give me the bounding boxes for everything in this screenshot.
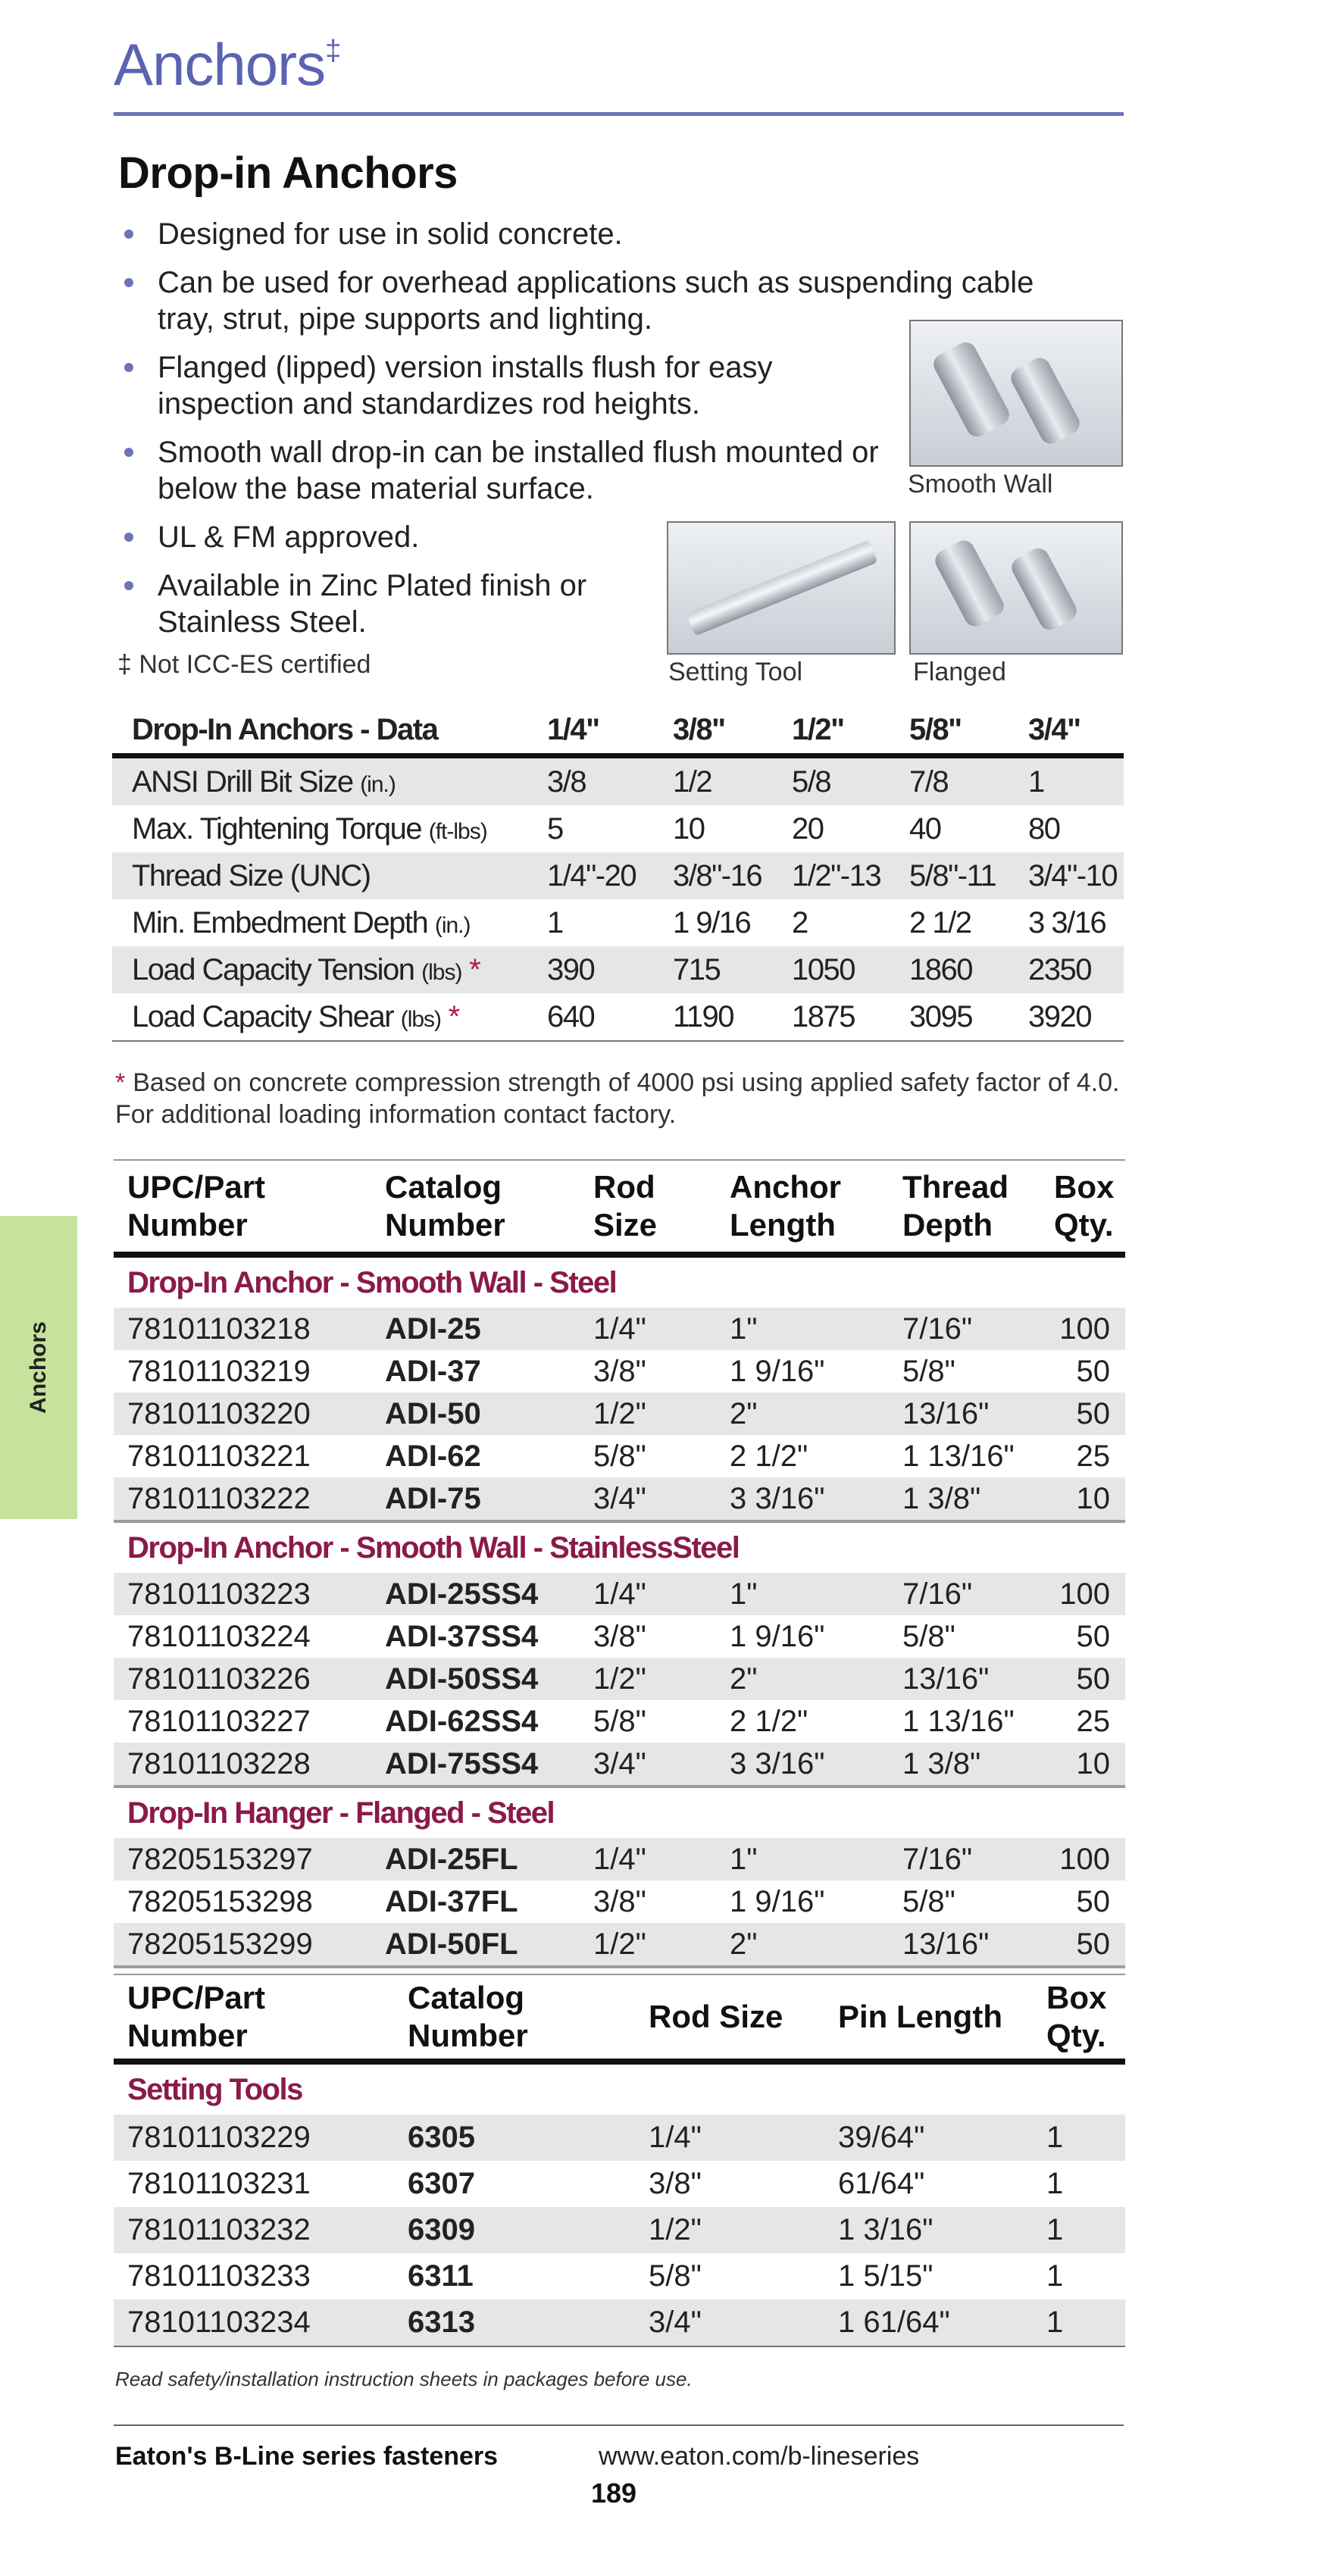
data-table-header bbox=[112, 706, 1124, 756]
thread-depth-cell: 1 3/8" bbox=[902, 1481, 981, 1515]
catalog-cell: ADI-75SS4 bbox=[385, 1746, 539, 1780]
size-header: 1/2" bbox=[792, 712, 844, 746]
box-qty-cell: 10 bbox=[1076, 1481, 1110, 1515]
column-header: Box Qty. bbox=[1033, 1974, 1125, 2062]
table-row bbox=[114, 1350, 1125, 1393]
data-cell: 2350 bbox=[1028, 952, 1091, 986]
setting-tool-image bbox=[686, 539, 877, 636]
box-qty-cell: 50 bbox=[1076, 1927, 1110, 1961]
row-label-text: Load Capacity Tension bbox=[132, 952, 414, 986]
thread-depth-cell: 7/16" bbox=[902, 1311, 973, 1346]
upc-cell: 78101103233 bbox=[127, 2259, 311, 2293]
box-qty-cell: 50 bbox=[1076, 1662, 1110, 1696]
upc-cell: 78101103224 bbox=[127, 1619, 311, 1653]
data-cell: 3/8 bbox=[547, 764, 586, 799]
rod-size-cell: 3/8" bbox=[649, 2167, 702, 2200]
data-cell: 2 bbox=[792, 905, 808, 939]
column-header: Pin Length bbox=[824, 1974, 1033, 2062]
catalog-cell: ADI-25 bbox=[385, 1311, 481, 1346]
section-title: Setting Tools bbox=[127, 2072, 302, 2106]
thread-depth-cell: 5/8" bbox=[902, 1884, 955, 1918]
upc-cell: 78101103232 bbox=[127, 2213, 311, 2246]
rod-size-cell: 3/8" bbox=[593, 1884, 646, 1918]
box-qty-cell: 100 bbox=[1059, 1842, 1110, 1876]
table-row bbox=[114, 1615, 1125, 1658]
feature-item: Designed for use in solid concrete. bbox=[121, 216, 1068, 252]
box-qty-cell: 50 bbox=[1076, 1619, 1110, 1653]
row-label bbox=[112, 899, 527, 946]
data-cell: 1050 bbox=[792, 952, 855, 986]
thread-depth-cell: 1 13/16" bbox=[902, 1704, 1015, 1738]
anchor-length-cell: 3 3/16" bbox=[730, 1746, 825, 1780]
thread-depth-cell: 13/16" bbox=[902, 1396, 990, 1430]
rod-size-cell: 3/4" bbox=[649, 2306, 702, 2339]
catalog-cell: 6309 bbox=[408, 2213, 475, 2246]
icc-note: ‡ Not ICC-ES certified bbox=[117, 650, 371, 679]
anchor-image bbox=[1008, 545, 1080, 633]
thread-depth-cell: 13/16" bbox=[902, 1927, 990, 1961]
rod-size-cell: 1/4" bbox=[649, 2121, 702, 2154]
upc-cell: 78101103220 bbox=[127, 1396, 311, 1430]
size-header: 1/4" bbox=[547, 712, 599, 746]
box-qty-cell: 10 bbox=[1076, 1746, 1110, 1780]
anchor-image bbox=[931, 537, 1007, 630]
upc-cell: 78205153299 bbox=[127, 1927, 313, 1961]
rod-size-cell: 3/8" bbox=[593, 1354, 646, 1388]
column-header: Box Qty. bbox=[1040, 1160, 1125, 1255]
thread-depth-cell: 7/16" bbox=[902, 1577, 973, 1611]
catalog-cell: ADI-25FL bbox=[385, 1842, 518, 1876]
box-qty-cell: 25 bbox=[1076, 1704, 1110, 1738]
footnote-star: * bbox=[115, 1068, 126, 1097]
row-label-text: Thread Size (UNC) bbox=[132, 858, 371, 893]
row-label-text: Max. Tightening Torque bbox=[132, 811, 422, 846]
table-row bbox=[114, 1477, 1125, 1521]
rod-size-cell: 1/2" bbox=[593, 1396, 646, 1430]
row-label-text: Min. Embedment Depth bbox=[132, 905, 428, 939]
data-cell: 715 bbox=[673, 952, 721, 986]
section-row bbox=[114, 1521, 1125, 1573]
box-qty-cell: 1 bbox=[1046, 2259, 1064, 2293]
feature-item: Available in Zinc Plated finish or Stainless Steel. bbox=[121, 567, 688, 640]
page-number: 189 bbox=[591, 2478, 637, 2509]
tools-table-header bbox=[114, 1974, 1125, 2062]
data-cell: 3/4"-10 bbox=[1028, 858, 1118, 893]
thread-depth-cell: 13/16" bbox=[902, 1662, 990, 1696]
section-row bbox=[114, 1787, 1125, 1838]
feature-item: UL & FM approved. bbox=[121, 519, 733, 555]
rod-size-cell: 1/2" bbox=[593, 1662, 646, 1696]
upc-cell: 78205153297 bbox=[127, 1842, 313, 1876]
table-row bbox=[114, 1573, 1125, 1615]
anchor-length-cell: 2 1/2" bbox=[730, 1704, 808, 1738]
catalog-cell: ADI-37 bbox=[385, 1354, 481, 1388]
catalog-cell: ADI-50 bbox=[385, 1396, 481, 1430]
anchor-length-cell: 2" bbox=[730, 1927, 758, 1961]
smooth-wall-caption: Smooth Wall bbox=[908, 470, 1053, 499]
rod-size-cell: 1/2" bbox=[649, 2213, 702, 2246]
catalog-cell: ADI-25SS4 bbox=[385, 1577, 539, 1611]
row-unit: (ft-lbs) bbox=[428, 818, 487, 844]
row-unit: (lbs) bbox=[421, 959, 462, 985]
title-rule bbox=[114, 112, 1124, 116]
row-label bbox=[112, 805, 527, 852]
catalog-cell: ADI-37FL bbox=[385, 1884, 518, 1918]
upc-cell: 78101103221 bbox=[127, 1439, 311, 1473]
anchor-length-cell: 2 1/2" bbox=[730, 1439, 808, 1473]
data-row bbox=[112, 805, 1124, 852]
size-header: 3/4" bbox=[1028, 712, 1081, 746]
rod-size-cell: 1/4" bbox=[593, 1577, 646, 1611]
data-cell: 1/4"-20 bbox=[547, 858, 636, 893]
row-label bbox=[112, 946, 527, 993]
thread-depth-cell: 1 3/8" bbox=[902, 1746, 981, 1780]
data-cell: 1/2"-13 bbox=[792, 858, 881, 893]
smooth-wall-photo bbox=[909, 320, 1123, 467]
row-label bbox=[112, 852, 527, 899]
row-unit: (in.) bbox=[434, 912, 471, 938]
data-row bbox=[112, 946, 1124, 993]
box-qty-cell: 100 bbox=[1059, 1311, 1110, 1346]
footer-rule bbox=[114, 2424, 1124, 2426]
side-tab-label: Anchors bbox=[26, 1321, 51, 1414]
thread-depth-cell: 1 13/16" bbox=[902, 1439, 1015, 1473]
page-title: Anchors‡ bbox=[114, 31, 341, 98]
data-cell: 10 bbox=[673, 811, 705, 846]
data-row bbox=[112, 852, 1124, 899]
upc-cell: 78101103226 bbox=[127, 1662, 311, 1696]
pin-length-cell: 1 61/64" bbox=[838, 2306, 950, 2339]
table-row bbox=[114, 2253, 1125, 2299]
data-cell: 7/8 bbox=[909, 764, 949, 799]
upc-cell: 78101103223 bbox=[127, 1577, 311, 1611]
data-cell: 3095 bbox=[909, 999, 972, 1033]
catalog-cell: 6305 bbox=[408, 2121, 475, 2154]
anchor-length-cell: 1 9/16" bbox=[730, 1619, 825, 1653]
pin-length-cell: 39/64" bbox=[838, 2121, 925, 2154]
section-side-tab bbox=[0, 1216, 77, 1519]
catalog-cell: ADI-62SS4 bbox=[385, 1704, 539, 1738]
footer-brand: Eaton's B-Line series fasteners bbox=[115, 2442, 499, 2471]
setting-tool-caption: Setting Tool bbox=[668, 658, 803, 686]
rod-size-cell: 3/8" bbox=[593, 1619, 646, 1653]
parts-table-header bbox=[114, 1160, 1125, 1255]
catalog-cell: ADI-62 bbox=[385, 1439, 481, 1473]
rod-size-cell: 5/8" bbox=[593, 1704, 646, 1738]
section-row bbox=[114, 1255, 1125, 1308]
anchor-data-table bbox=[112, 706, 1124, 1042]
box-qty-cell: 50 bbox=[1076, 1354, 1110, 1388]
column-header: Catalog Number bbox=[371, 1160, 580, 1255]
box-qty-cell: 100 bbox=[1059, 1577, 1110, 1611]
rod-size-cell: 3/4" bbox=[593, 1746, 646, 1780]
catalog-cell: ADI-50FL bbox=[385, 1927, 518, 1961]
parts-table bbox=[114, 1159, 1125, 1968]
safety-note: Read safety/installation instruction sheets in packages before use. bbox=[115, 2368, 693, 2390]
anchor-length-cell: 2" bbox=[730, 1662, 758, 1696]
box-qty-cell: 1 bbox=[1046, 2306, 1064, 2339]
flanged-photo bbox=[909, 521, 1123, 655]
catalog-cell: 6313 bbox=[408, 2306, 475, 2339]
section-title: Drop-In Anchor - Smooth Wall - Steel bbox=[127, 1265, 617, 1299]
size-header: 5/8" bbox=[909, 712, 962, 746]
upc-cell: 78101103227 bbox=[127, 1704, 311, 1738]
feature-item: Flanged (lipped) version installs flush for easy inspection and standardizes rod heights. bbox=[121, 349, 915, 422]
box-qty-cell: 50 bbox=[1076, 1884, 1110, 1918]
section-title: Drop-In Hanger - Flanged - Steel bbox=[127, 1796, 555, 1830]
table-row bbox=[114, 1658, 1125, 1700]
pin-length-cell: 61/64" bbox=[838, 2167, 925, 2200]
size-header: 3/8" bbox=[673, 712, 725, 746]
row-label-text: ANSI Drill Bit Size bbox=[132, 764, 353, 799]
table-row bbox=[114, 1743, 1125, 1787]
data-cell: 80 bbox=[1028, 811, 1060, 846]
rod-size-cell: 1/2" bbox=[593, 1927, 646, 1961]
anchor-length-cell: 1" bbox=[730, 1311, 758, 1346]
data-cell: 5 bbox=[547, 811, 563, 846]
box-qty-cell: 50 bbox=[1076, 1396, 1110, 1430]
rod-size-cell: 5/8" bbox=[649, 2259, 702, 2293]
row-star: * bbox=[448, 999, 459, 1033]
column-header: Rod Size bbox=[580, 1160, 716, 1255]
anchor-length-cell: 1" bbox=[730, 1842, 758, 1876]
table-row bbox=[114, 1838, 1125, 1880]
data-row bbox=[112, 756, 1124, 806]
catalog-cell: ADI-37SS4 bbox=[385, 1619, 539, 1653]
table-row bbox=[114, 1880, 1125, 1923]
upc-cell: 78101103222 bbox=[127, 1481, 311, 1515]
rod-size-cell: 1/4" bbox=[593, 1311, 646, 1346]
footer-url-link[interactable]: www.eaton.com/b-lineseries bbox=[599, 2442, 920, 2471]
data-cell: 1875 bbox=[792, 999, 855, 1033]
data-cell: 2 1/2 bbox=[909, 905, 971, 939]
row-label-text: Load Capacity Shear bbox=[132, 999, 394, 1033]
row-label bbox=[112, 756, 527, 806]
thread-depth-cell: 5/8" bbox=[902, 1354, 955, 1388]
data-cell: 1 bbox=[547, 905, 563, 939]
setting-tools-table bbox=[114, 1974, 1125, 2347]
anchor-image bbox=[930, 339, 1012, 440]
upc-cell: 78101103229 bbox=[127, 2121, 311, 2154]
footnote-text: Based on concrete compression strength of 4000 psi using applied safety factor of 4.0. For additional loading information contact factory. bbox=[115, 1068, 1120, 1129]
upc-cell: 78101103234 bbox=[127, 2306, 311, 2339]
anchor-image bbox=[1007, 355, 1083, 448]
section-heading: Drop-in Anchors bbox=[118, 148, 458, 198]
catalog-cell: ADI-75 bbox=[385, 1481, 481, 1515]
upc-cell: 78101103228 bbox=[127, 1746, 311, 1780]
box-qty-cell: 1 bbox=[1046, 2121, 1064, 2154]
data-cell: 1 bbox=[1028, 764, 1044, 799]
catalog-cell: ADI-50SS4 bbox=[385, 1662, 539, 1696]
table-row bbox=[114, 2115, 1125, 2161]
table-row bbox=[114, 1700, 1125, 1743]
data-row bbox=[112, 993, 1124, 1041]
anchor-length-cell: 2" bbox=[730, 1396, 758, 1430]
column-header: Catalog Number bbox=[394, 1974, 635, 2062]
data-row bbox=[112, 899, 1124, 946]
table-row bbox=[114, 2207, 1125, 2253]
data-cell: 5/8"-11 bbox=[909, 858, 996, 893]
table-row bbox=[114, 1435, 1125, 1477]
row-unit: (in.) bbox=[360, 771, 396, 797]
data-table-title: Drop-In Anchors - Data bbox=[132, 712, 438, 746]
data-cell: 1860 bbox=[909, 952, 972, 986]
table-row bbox=[114, 1393, 1125, 1435]
anchor-length-cell: 1 9/16" bbox=[730, 1884, 825, 1918]
thread-depth-cell: 5/8" bbox=[902, 1619, 955, 1653]
table-row bbox=[114, 1308, 1125, 1350]
thread-depth-cell: 7/16" bbox=[902, 1842, 973, 1876]
data-cell: 40 bbox=[909, 811, 941, 846]
catalog-cell: 6311 bbox=[408, 2259, 474, 2293]
data-cell: 1/2 bbox=[673, 764, 712, 799]
section-row bbox=[114, 2062, 1125, 2115]
upc-cell: 78101103219 bbox=[127, 1354, 311, 1388]
row-star: * bbox=[469, 952, 480, 986]
anchor-length-cell: 3 3/16" bbox=[730, 1481, 825, 1515]
table-row bbox=[114, 1923, 1125, 1967]
data-cell: 390 bbox=[547, 952, 595, 986]
column-header: UPC/Part Number bbox=[114, 1974, 394, 2062]
rod-size-cell: 1/4" bbox=[593, 1842, 646, 1876]
section-title: Drop-In Anchor - Smooth Wall - StainlessSteel bbox=[127, 1530, 740, 1565]
table-row bbox=[114, 2299, 1125, 2346]
feature-item: Can be used for overhead applications such as suspending cable tray, strut, pipe supports and lighting. bbox=[121, 264, 1067, 337]
rod-size-cell: 5/8" bbox=[593, 1439, 646, 1473]
pin-length-cell: 1 5/15" bbox=[838, 2259, 934, 2293]
upc-cell: 78205153298 bbox=[127, 1884, 313, 1918]
anchor-length-cell: 1" bbox=[730, 1577, 758, 1611]
column-header: Rod Size bbox=[635, 1974, 824, 2062]
data-cell: 20 bbox=[792, 811, 824, 846]
column-header: Thread Depth bbox=[889, 1160, 1040, 1255]
catalog-cell: 6307 bbox=[408, 2167, 475, 2200]
title-mark: ‡ bbox=[325, 35, 341, 67]
data-cell: 3920 bbox=[1028, 999, 1091, 1033]
rod-size-cell: 3/4" bbox=[593, 1481, 646, 1515]
flanged-caption: Flanged bbox=[913, 658, 1006, 686]
upc-cell: 78101103218 bbox=[127, 1311, 311, 1346]
table-row bbox=[114, 2161, 1125, 2207]
box-qty-cell: 25 bbox=[1076, 1439, 1110, 1473]
column-header: Anchor Length bbox=[716, 1160, 889, 1255]
data-cell: 1190 bbox=[673, 999, 734, 1033]
box-qty-cell: 1 bbox=[1046, 2213, 1064, 2246]
data-cell: 5/8 bbox=[792, 764, 831, 799]
pin-length-cell: 1 3/16" bbox=[838, 2213, 934, 2246]
column-header: UPC/Part Number bbox=[114, 1160, 371, 1255]
row-unit: (lbs) bbox=[400, 1006, 442, 1032]
data-cell: 3 3/16 bbox=[1028, 905, 1106, 939]
data-cell: 640 bbox=[547, 999, 595, 1033]
data-footnote bbox=[115, 1067, 1123, 1130]
row-label bbox=[112, 993, 527, 1041]
feature-item: Smooth wall drop-in can be installed flush mounted or below the base material surface. bbox=[121, 434, 915, 507]
anchor-length-cell: 1 9/16" bbox=[730, 1354, 825, 1388]
data-cell: 3/8"-16 bbox=[673, 858, 762, 893]
data-cell: 1 9/16 bbox=[673, 905, 751, 939]
box-qty-cell: 1 bbox=[1046, 2167, 1064, 2200]
upc-cell: 78101103231 bbox=[127, 2167, 311, 2200]
setting-tool-photo bbox=[667, 521, 896, 655]
